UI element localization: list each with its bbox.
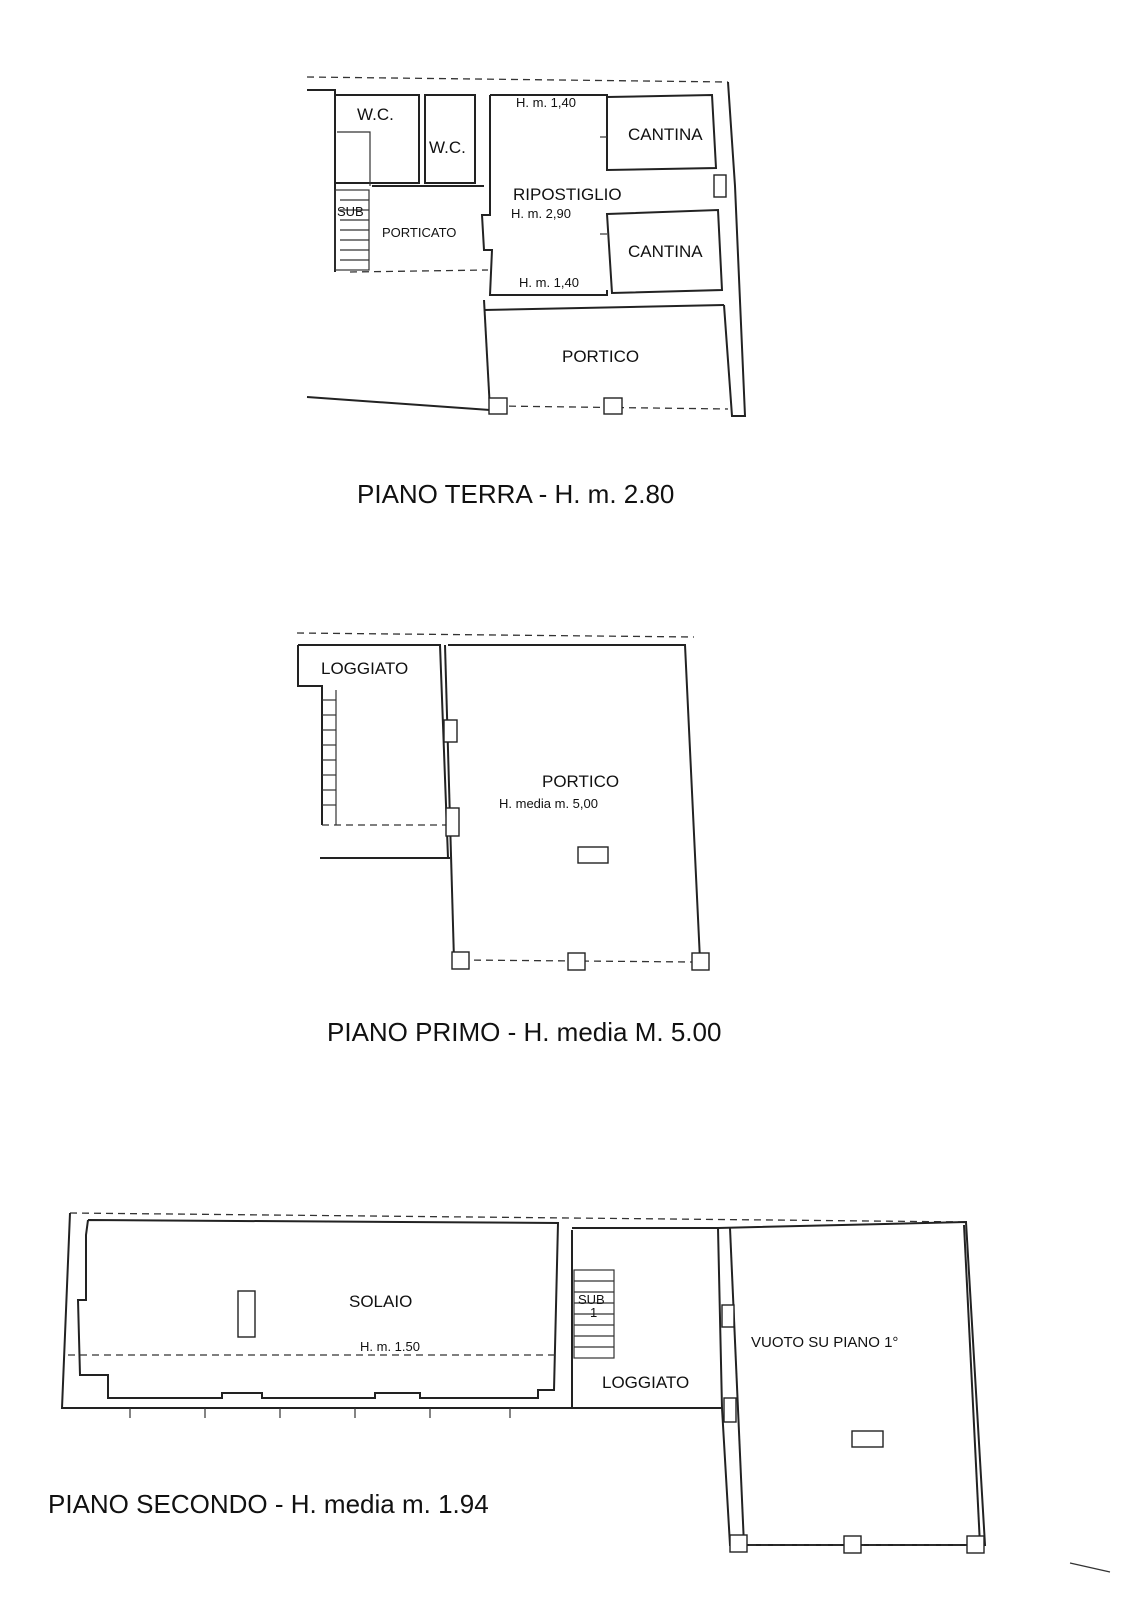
ground-window-east — [714, 175, 726, 197]
ground-property-boundary — [307, 77, 728, 82]
first-chimney — [578, 847, 608, 863]
first-pillar-3 — [692, 953, 709, 970]
title-piano-secondo: PIANO SECONDO - H. media m. 1.94 — [48, 1489, 489, 1519]
label-height-portico-first: H. media m. 5,00 — [499, 796, 598, 811]
label-sub-ground: SUB — [337, 204, 364, 219]
porticato-open-edge — [350, 270, 488, 272]
label-loggiato-second: LOGGIATO — [602, 1373, 690, 1392]
portico-west-wall — [484, 300, 490, 410]
second-floor-plan — [48, 1213, 985, 1553]
second-buttress-1 — [722, 1305, 734, 1327]
ground-south-wall — [307, 397, 490, 410]
portico-north-wall — [484, 305, 724, 310]
solaio-inner-walls — [78, 1220, 558, 1398]
vuoto-walls — [718, 1222, 985, 1545]
second-chimney — [852, 1431, 883, 1447]
label-cantina-2: CANTINA — [628, 242, 703, 261]
second-pillar-3 — [967, 1536, 984, 1553]
vuoto-west-wall-inner — [730, 1228, 744, 1545]
ground-pillar-1 — [489, 398, 507, 414]
label-height-solaio: H. m. 1.50 — [360, 1339, 420, 1354]
first-pillar-2 — [568, 953, 585, 970]
label-sub-second: SUB — [578, 1292, 605, 1307]
first-floor-plan — [297, 633, 721, 1047]
ground-floor-plan — [307, 77, 745, 509]
label-sub-number: 1 — [590, 1305, 598, 1320]
first-buttress-2 — [446, 808, 459, 836]
second-pillar-2 — [844, 1536, 861, 1553]
label-wc-2: W.C. — [429, 138, 466, 157]
first-stair-treads — [322, 690, 336, 825]
label-solaio: SOLAIO — [349, 1292, 413, 1311]
label-loggiato-first: LOGGIATO — [321, 659, 409, 678]
label-cantina-1: CANTINA — [628, 125, 703, 144]
label-height-bottom: H. m. 1,40 — [519, 275, 579, 290]
label-portico-ground: PORTICO — [562, 347, 640, 366]
label-ripostiglio: RIPOSTIGLIO — [513, 185, 622, 204]
label-porticato: PORTICATO — [382, 225, 457, 240]
wc-partition — [337, 132, 370, 186]
label-wc-1: W.C. — [357, 105, 394, 124]
ground-west-wall — [307, 90, 335, 272]
ground-pillar-2 — [604, 398, 622, 414]
label-vuoto: VUOTO SU PIANO 1° — [751, 1334, 899, 1351]
label-height-ripostiglio: H. m. 2,90 — [511, 206, 571, 221]
title-piano-terra: PIANO TERRA - H. m. 2.80 — [357, 479, 675, 509]
label-height-top: H. m. 1,40 — [516, 95, 576, 110]
first-buttress-1 — [444, 720, 457, 742]
label-portico-first: PORTICO — [542, 772, 620, 791]
solaio-south-marks — [130, 1408, 510, 1418]
vuoto-east-wall-inner — [964, 1225, 980, 1545]
ground-east-wall — [724, 82, 745, 416]
first-pillar-1 — [452, 952, 469, 969]
north-arrow-fragment — [1070, 1563, 1110, 1572]
solaio-chimney — [238, 1291, 255, 1337]
second-pillar-1 — [730, 1535, 747, 1552]
first-property-boundary — [297, 633, 694, 637]
second-buttress-2 — [724, 1398, 736, 1422]
solaio-outer-walls — [62, 1213, 572, 1408]
loggiato-west-wall — [298, 645, 322, 825]
title-piano-primo: PIANO PRIMO - H. media M. 5.00 — [327, 1017, 722, 1047]
